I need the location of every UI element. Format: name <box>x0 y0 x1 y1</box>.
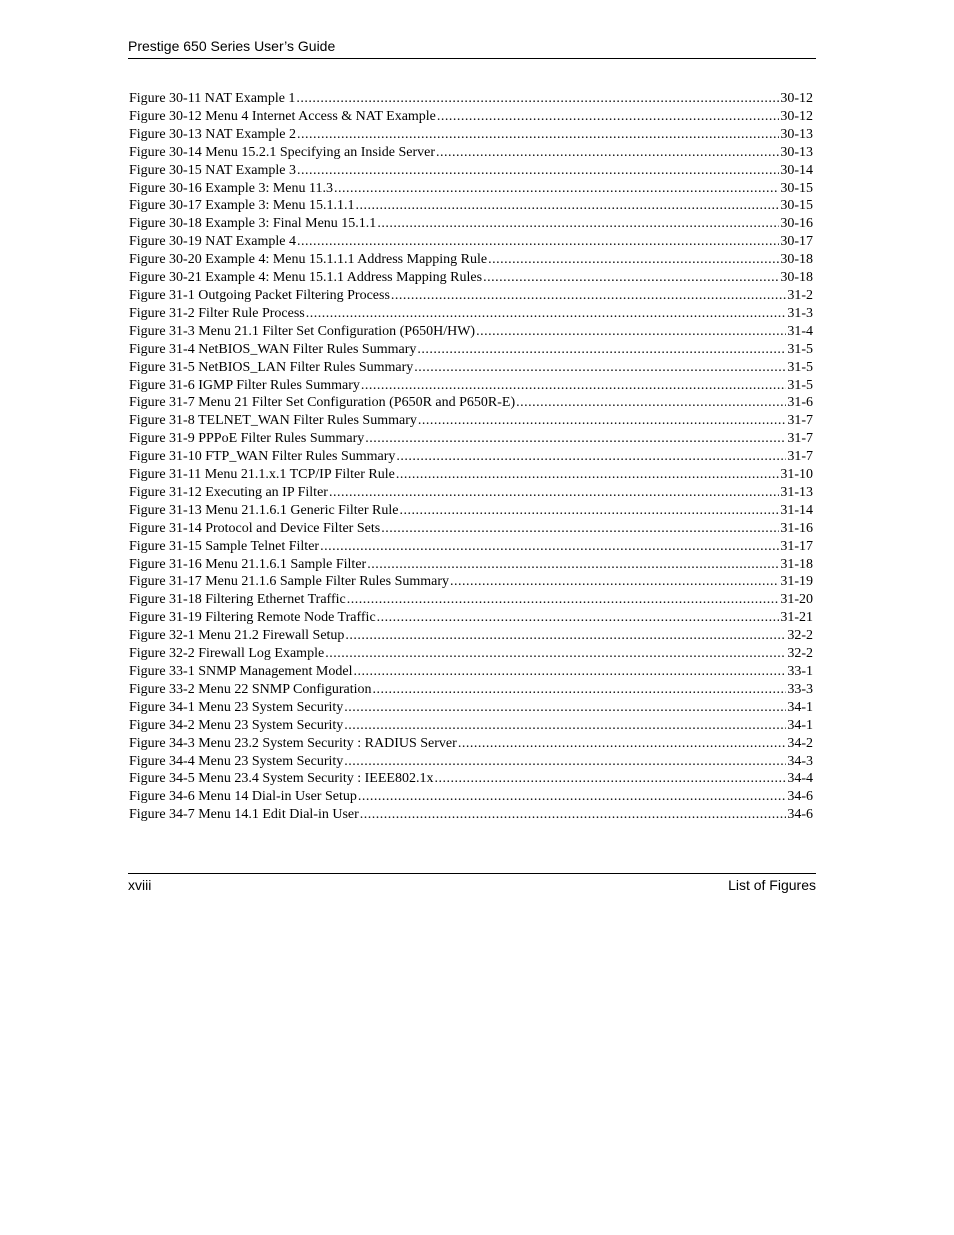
figure-title: Figure 31-7 Menu 21 Filter Set Configuration (P650R and P650R-E) <box>129 395 516 411</box>
dot-leader <box>297 233 779 251</box>
page-footer <box>128 873 816 894</box>
toc-entry[interactable] <box>129 359 813 377</box>
figure-page-number: 30-18 <box>780 270 813 286</box>
figure-page-number: 31-6 <box>787 395 813 411</box>
toc-entry[interactable] <box>129 251 813 269</box>
dot-leader <box>325 645 786 663</box>
toc-entry[interactable] <box>129 341 813 359</box>
figure-title: Figure 30-18 Example 3: Final Menu 15.1.1 <box>129 216 377 232</box>
figure-page-number: 34-2 <box>787 735 813 751</box>
figure-title: Figure 30-12 Menu 4 Internet Access & NAT Example <box>129 108 436 124</box>
dot-leader <box>450 573 779 591</box>
figure-title: Figure 31-3 Menu 21.1 Filter Set Configuration (P650H/HW) <box>129 323 476 339</box>
figure-page-number: 31-4 <box>787 323 813 339</box>
dot-leader <box>320 538 779 556</box>
figure-title: Figure 34-4 Menu 23 System Security <box>129 753 344 769</box>
toc-entry[interactable] <box>129 591 813 609</box>
figure-title: Figure 31-4 NetBIOS_WAN Filter Rules Summary <box>129 341 417 357</box>
figure-title: Figure 31-11 Menu 21.1.x.1 TCP/IP Filter Rule <box>129 467 395 483</box>
dot-leader <box>358 788 786 806</box>
toc-entry[interactable] <box>129 520 813 538</box>
dot-leader <box>381 520 779 538</box>
figure-page-number: 34-6 <box>787 807 813 823</box>
figure-page-number: 31-13 <box>780 484 813 500</box>
figure-title: Figure 31-16 Menu 21.1.6.1 Sample Filter <box>129 556 367 572</box>
figure-page-number: 31-3 <box>787 305 813 321</box>
figure-page-number: 31-14 <box>780 502 813 518</box>
figure-page-number: 32-2 <box>787 646 813 662</box>
dot-leader <box>297 162 779 180</box>
figure-title: Figure 30-20 Example 4: Menu 15.1.1.1 Address Mapping Rule <box>129 252 488 268</box>
figure-title: Figure 30-16 Example 3: Menu 11.3 <box>129 180 334 196</box>
figure-page-number: 31-5 <box>787 341 813 357</box>
figure-title: Figure 31-17 Menu 21.1.6 Sample Filter Rules Summary <box>129 574 450 590</box>
figure-title: Figure 31-2 Filter Rule Process <box>129 305 305 321</box>
toc-entry[interactable] <box>129 627 813 645</box>
figure-title: Figure 34-5 Menu 23.4 System Security : IEEE802.1x <box>129 771 434 787</box>
toc-entry[interactable] <box>129 538 813 556</box>
figure-page-number: 30-15 <box>780 198 813 214</box>
dot-leader <box>334 180 779 198</box>
dot-leader <box>396 448 786 466</box>
dot-leader <box>344 717 786 735</box>
figure-page-number: 31-7 <box>787 413 813 429</box>
figure-page-number: 31-18 <box>780 556 813 572</box>
dot-leader <box>345 627 786 645</box>
figure-page-number: 31-21 <box>780 610 813 626</box>
toc-entry[interactable] <box>129 305 813 323</box>
dot-leader <box>329 484 779 502</box>
figure-page-number: 34-1 <box>787 717 813 733</box>
figure-title: Figure 30-15 NAT Example 3 <box>129 162 296 178</box>
dot-leader <box>488 251 779 269</box>
toc-entry[interactable] <box>129 717 813 735</box>
figure-title: Figure 31-15 Sample Telnet Filter <box>129 538 320 554</box>
figure-page-number: 31-10 <box>780 467 813 483</box>
dot-leader <box>347 591 780 609</box>
dot-leader <box>437 108 779 126</box>
toc-entry[interactable] <box>129 645 813 663</box>
dot-leader <box>296 90 779 108</box>
dot-leader <box>361 377 786 395</box>
dot-leader <box>516 394 786 412</box>
figure-title: Figure 31-1 Outgoing Packet Filtering Process <box>129 287 390 303</box>
toc-entry[interactable] <box>129 663 813 681</box>
figure-title: Figure 34-1 Menu 23 System Security <box>129 699 344 715</box>
dot-leader <box>458 735 787 753</box>
dot-leader <box>414 359 786 377</box>
toc-entry[interactable] <box>129 394 813 412</box>
figure-page-number: 31-17 <box>780 538 813 554</box>
figure-title: Figure 32-2 Firewall Log Example <box>129 646 325 662</box>
dot-leader <box>373 681 787 699</box>
figure-page-number: 32-2 <box>787 628 813 644</box>
dot-leader <box>417 341 786 359</box>
toc-entry[interactable] <box>129 699 813 717</box>
toc-entry[interactable] <box>129 108 813 126</box>
figure-page-number: 30-13 <box>780 144 813 160</box>
figure-page-number: 31-5 <box>787 377 813 393</box>
figure-page-number: 33-1 <box>787 664 813 679</box>
toc-entry[interactable] <box>129 466 813 484</box>
dot-leader <box>476 323 786 341</box>
toc-entry[interactable] <box>129 287 813 305</box>
figure-title: Figure 30-17 Example 3: Menu 15.1.1.1 <box>129 198 355 214</box>
toc-entry[interactable] <box>129 377 813 395</box>
toc-entry[interactable] <box>129 502 813 520</box>
toc-entry[interactable] <box>129 323 813 341</box>
dot-leader <box>436 144 779 162</box>
dot-leader <box>344 753 786 771</box>
toc-entry[interactable] <box>129 735 813 753</box>
dot-leader <box>396 466 779 484</box>
figure-page-number: 31-20 <box>780 592 813 608</box>
figure-title: Figure 30-19 NAT Example 4 <box>129 234 296 250</box>
dot-leader <box>360 806 787 824</box>
figure-title: Figure 34-2 Menu 23 System Security <box>129 717 344 733</box>
dot-leader <box>306 305 787 323</box>
dot-leader <box>365 430 786 448</box>
figure-page-number: 31-19 <box>780 574 813 590</box>
toc-entry[interactable] <box>129 430 813 448</box>
figure-page-number: 31-7 <box>787 431 813 447</box>
figure-page-number: 30-12 <box>780 108 813 124</box>
figure-page-number: 34-6 <box>787 789 813 805</box>
toc-entry[interactable] <box>129 162 813 180</box>
page-header <box>128 37 816 59</box>
figure-title: Figure 31-6 IGMP Filter Rules Summary <box>129 377 360 393</box>
toc-entry[interactable] <box>129 126 813 144</box>
dot-leader <box>367 556 779 574</box>
toc-entry[interactable] <box>129 448 813 466</box>
figure-page-number: 31-16 <box>780 520 813 536</box>
figure-page-number: 34-1 <box>787 699 813 715</box>
dot-leader <box>377 609 780 627</box>
figure-page-number: 30-17 <box>780 234 813 250</box>
figure-page-number: 31-7 <box>787 449 813 465</box>
dot-leader <box>418 412 786 430</box>
section-name: List of Figures <box>728 877 816 893</box>
figure-title: Figure 31-9 PPPoE Filter Rules Summary <box>129 431 365 447</box>
figure-page-number: 30-18 <box>780 252 813 268</box>
dot-leader <box>344 699 786 717</box>
figure-title: Figure 31-12 Executing an IP Filter <box>129 484 328 500</box>
figure-title: Figure 30-14 Menu 15.2.1 Specifying an Inside Server <box>129 144 435 160</box>
figure-page-number: 30-12 <box>780 91 813 106</box>
dot-leader <box>377 215 779 233</box>
figure-title: Figure 32-1 Menu 21.2 Firewall Setup <box>129 628 345 644</box>
figure-title: Figure 30-13 NAT Example 2 <box>129 126 296 142</box>
figure-title: Figure 34-7 Menu 14.1 Edit Dial-in User <box>129 807 359 823</box>
page-number: xviii <box>128 877 152 893</box>
toc-entry[interactable] <box>129 609 813 627</box>
toc-entry[interactable] <box>129 180 813 198</box>
toc-entry[interactable] <box>129 770 813 788</box>
toc-entry[interactable] <box>129 556 813 574</box>
figure-title: Figure 34-6 Menu 14 Dial-in User Setup <box>129 789 357 805</box>
toc-entry[interactable] <box>129 269 813 287</box>
toc-entry[interactable] <box>129 197 813 215</box>
figure-title: Figure 31-14 Protocol and Device Filter Sets <box>129 520 381 536</box>
toc-entry[interactable] <box>129 233 813 251</box>
list-of-figures <box>129 90 813 824</box>
figure-title: Figure 31-8 TELNET_WAN Filter Rules Summary <box>129 413 417 429</box>
figure-title: Figure 34-3 Menu 23.2 System Security : RADIUS Server <box>129 735 457 751</box>
figure-page-number: 30-15 <box>780 180 813 196</box>
figure-page-number: 31-2 <box>787 287 813 303</box>
toc-entry[interactable] <box>129 806 813 824</box>
toc-entry[interactable] <box>129 753 813 771</box>
figure-page-number: 33-3 <box>787 681 813 697</box>
figure-title: Figure 31-19 Filtering Remote Node Traffic <box>129 610 376 626</box>
figure-page-number: 30-16 <box>780 216 813 232</box>
dot-leader <box>391 287 786 305</box>
figure-page-number: 30-13 <box>780 126 813 142</box>
figure-page-number: 30-14 <box>780 162 813 178</box>
figure-title: Figure 31-5 NetBIOS_LAN Filter Rules Summary <box>129 359 414 375</box>
toc-entry[interactable] <box>129 681 813 699</box>
dot-leader <box>399 502 779 520</box>
figure-title: Figure 31-13 Menu 21.1.6.1 Generic Filter Rule <box>129 502 399 518</box>
toc-entry[interactable] <box>129 573 813 591</box>
toc-entry[interactable] <box>129 144 813 162</box>
toc-entry[interactable] <box>129 788 813 806</box>
figure-page-number: 31-5 <box>787 359 813 375</box>
toc-entry[interactable] <box>129 484 813 502</box>
dot-leader <box>483 269 779 287</box>
toc-entry[interactable] <box>129 215 813 233</box>
guide-title: Prestige 650 Series User’s Guide <box>128 38 336 54</box>
figure-title: Figure 30-21 Example 4: Menu 15.1.1 Address Mapping Rules <box>129 270 483 286</box>
figure-page-number: 34-4 <box>787 771 813 787</box>
figure-title: Figure 30-11 NAT Example 1 <box>129 91 296 106</box>
dot-leader <box>353 663 786 681</box>
figure-title: Figure 31-18 Filtering Ethernet Traffic <box>129 592 346 608</box>
dot-leader <box>434 770 786 788</box>
dot-leader <box>356 197 780 215</box>
figure-title: Figure 33-2 Menu 22 SNMP Configuration <box>129 681 372 697</box>
figure-page-number: 34-3 <box>787 753 813 769</box>
toc-entry[interactable] <box>129 90 813 108</box>
figure-title: Figure 31-10 FTP_WAN Filter Rules Summary <box>129 449 396 465</box>
toc-entry[interactable] <box>129 412 813 430</box>
figure-title: Figure 33-1 SNMP Management Model <box>129 664 353 679</box>
dot-leader <box>297 126 779 144</box>
